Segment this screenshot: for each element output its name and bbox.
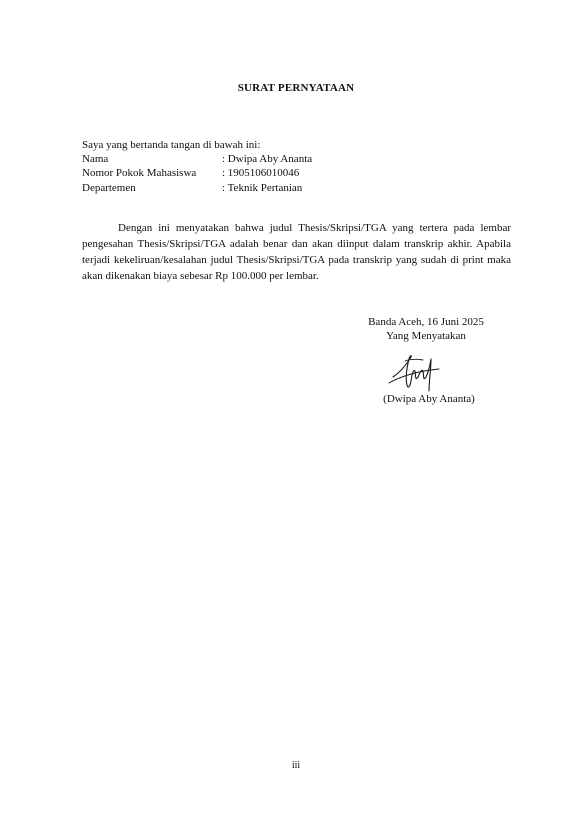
page-number: iii [291,760,301,771]
statement-paragraph: Dengan ini menyatakan bahwa judul Thesis/Skripsi/TGA yang tertera pada lembar pengesahan Thesis/Skripsi/TGA adalah benar dan akan diinput dalam transkrip akhir. Apabila terjadi kekeliruan/kesalahan judul Thesis/Skripsi/TGA pada transkrip yang sudah di print maka akan dikenakan biaya sebesar Rp 100.000 per lembar. [82,222,511,282]
signer-name: (Dwipa Aby Ananta) [383,393,475,405]
field-row-name [82,152,512,167]
field-value-student-number: : 1905106010046 [222,167,300,179]
field-row-student-number [82,166,512,181]
field-row-department [82,181,512,196]
document-title: SURAT PERNYATAAN [237,82,355,94]
field-value-name: : Dwipa Aby Ananta [222,153,313,165]
field-label-name: Nama [82,153,109,165]
signature-block [340,315,512,343]
field-value-department: : Teknik Pertanian [222,182,303,194]
place-date: Banda Aceh, 16 Juni 2025 [368,316,484,328]
field-label-department: Departemen [82,182,136,194]
handwritten-signature [385,347,445,395]
field-label-student-number: Nomor Pokok Mahasiswa [82,167,197,179]
intro-text: Saya yang bertanda tangan di bawah ini: [82,139,261,151]
declarant-label: Yang Menyatakan [386,330,466,342]
